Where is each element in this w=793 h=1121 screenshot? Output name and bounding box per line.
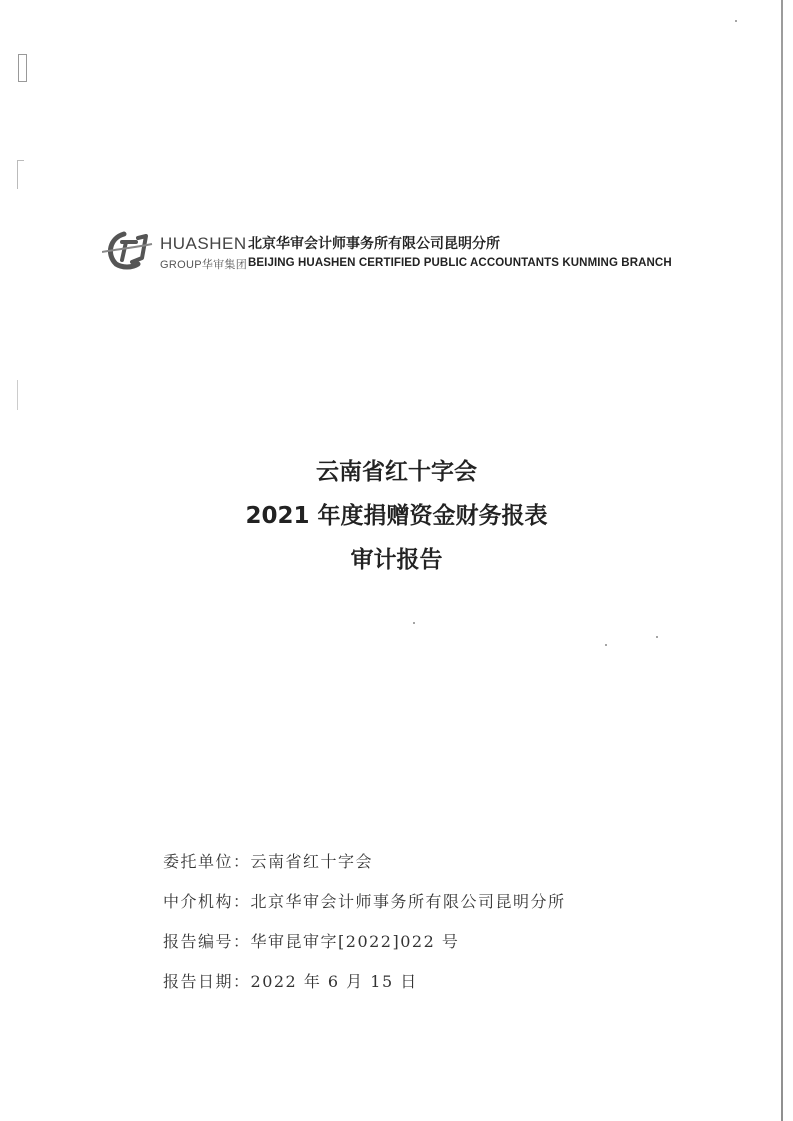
report-title [0, 450, 793, 582]
info-label: 报告日期： [163, 972, 251, 991]
logo-group-text: GROUP华审集团 [160, 259, 248, 271]
title-organization: 云南省红十字会 [316, 459, 477, 485]
scan-speck [413, 622, 415, 624]
info-value: 云南省红十字会 [250, 852, 374, 871]
info-label: 委托单位： [163, 852, 251, 871]
info-row-report-number [163, 922, 723, 962]
info-row-client [163, 842, 723, 882]
info-row-agency [163, 882, 723, 922]
scan-speck [605, 644, 607, 646]
info-value: 2022 年 6 月 15 日 [250, 972, 418, 991]
scan-artifact [17, 380, 18, 410]
info-value: 北京华审会计师事务所有限公司昆明分所 [250, 892, 566, 911]
logo-brand-text: HUASHEN [160, 234, 247, 253]
firm-name-chinese: 北京华审会计师事务所有限公司昆明分所 [248, 236, 500, 252]
info-row-report-date [163, 962, 723, 1002]
scan-artifact [17, 160, 24, 189]
scan-speck [656, 636, 658, 638]
info-value: 华审昆审字[2022]022 号 [250, 932, 460, 951]
scan-speck [735, 20, 737, 22]
huashen-logo-icon [102, 228, 158, 272]
info-label: 中介机构： [163, 892, 251, 911]
info-label: 报告编号： [163, 932, 251, 951]
title-report-type: 审计报告 [350, 547, 443, 573]
firm-name-english: BEIJING HUASHEN CERTIFIED PUBLIC ACCOUNTANTS KUNMING BRANCH [248, 257, 672, 269]
scan-artifact [18, 54, 27, 82]
firm-letterhead [102, 228, 672, 278]
report-info [163, 842, 723, 1002]
title-subject: 2021 年度捐赠资金财务报表 [245, 503, 548, 529]
